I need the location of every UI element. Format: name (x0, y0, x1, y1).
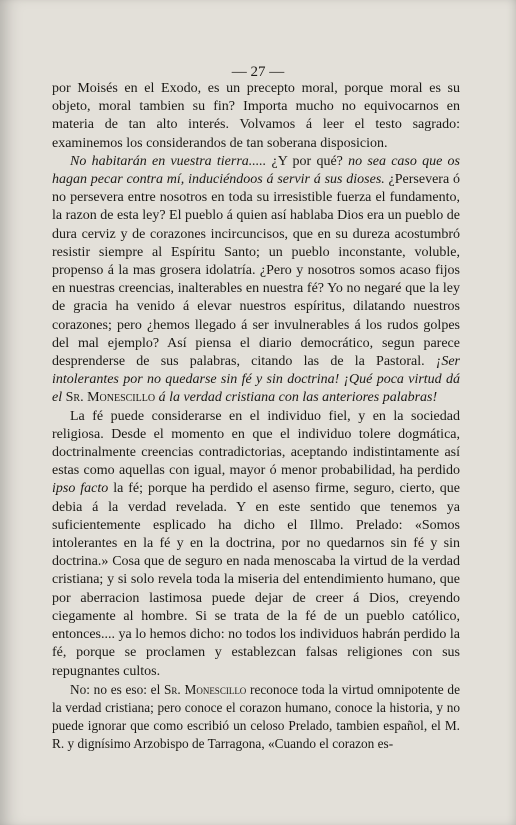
text-run: ¿Y por qué? (266, 153, 349, 169)
text-run: la fé; porque ha perdido el asenso firme, seguro, cierto, que debia á la verdad revelada. Y en este sentido que tenemos ya suficientemente esplicado ha dicho el Illmo. Prelado: «Somos intolerantes en la fé y en la doctrina, por no quedarnos sin fé y sin doctrina.» Cosa que de seguro en nada menoscaba la virtud de la verdad cristiana; y si solo revela toda la miseria del entendimiento humano, que por aberracion lastimosa puede dejar de creer á Dios, creyendo ciegamente al hombre. Si se trata de la fé de un pueblo católico, entonces.... ya lo hemos dicho: no todos los individuos habrán perdido la fé, porque se proclamen y establezcan falsas religiones con sus repugnantes cultos. (52, 481, 460, 679)
italic-text: no sea caso que os hagan pecar contra mí, induciéndoos á servir á sus dioses. (52, 153, 460, 188)
page-number: — 27 — (231, 64, 285, 80)
paragraph (52, 80, 460, 153)
paragraph (52, 681, 460, 754)
text-run: La fé puede considerarse en el individuo fiel, y en la sociedad religiosa. Desde el momento en que el individuo tolere dogmática, doctrinalmente creencias contradictorias, aceptando indistintamente así estas como aquellas con igual, mayor ó menor probabilidad, ha perdido (52, 408, 460, 479)
text-run: ¿Persevera ó no persevera entre nosotros en toda su irresistible fuerza el fundamento, la razon de esta ley? El pueblo á quien así hablaba Dios era un pueblo de dura cerviz y de corazones incircuncisos, que en su dureza acostumbró resistir siempre al Espíritu Santo; un pueblo inconstante, voluble, propenso á la mas grosera idolatría. ¿Pero y nosotros somos acaso fijos en nuestras creencias, inalterables en nuestra fé? Yo no negaré que la ley de gracia ha venido á elevar nuestros espíritus, dilatando nuestros corazones; pero ¿hemos llegado á ser invulnerables á los rudos golpes del mal ejemplo? Así piensa el diario democrático, segun parece desprenderse de sus palabras, citando las de la Pastoral. (52, 172, 460, 370)
italic-text: No habitarán en vuestra tierra..... (70, 153, 267, 169)
small-caps-name: Sr. Monescillo (164, 681, 247, 697)
text-run: No: no es eso: el (70, 681, 165, 697)
text-run: por Moisés en el Exodo, es un precepto moral, porque moral es su objeto, moral tambien su fin? Importa mucho no equivocarnos en materia de tan alto interés. Volvamos á leer el testo sagrado: examinemos los considerandos de tan soberana disposicion. (52, 81, 460, 151)
body-text (52, 80, 460, 754)
italic-text: ¡Ser intolerantes por no quedarse sin fé y sin doctrina! ¡Qué poca virtud dá el (52, 354, 460, 406)
italic-text: ipso facto (52, 481, 109, 497)
text-run: reconoce toda la virtud omnipotente de la verdad cristiana; pero conoce el corazon humano, conoce la historia, y no puede ignorar que como escribió un celoso Prelado, tambien español, el M. R. y dignísimo Arzobispo de Tarragona, «Cuando el corazon es- (52, 681, 460, 752)
paragraph (52, 408, 460, 681)
paragraph (52, 153, 460, 408)
small-caps-name: Sr. Monescillo (65, 390, 156, 406)
italic-text: á la verdad cristiana con las anteriores palabras! (155, 390, 438, 406)
